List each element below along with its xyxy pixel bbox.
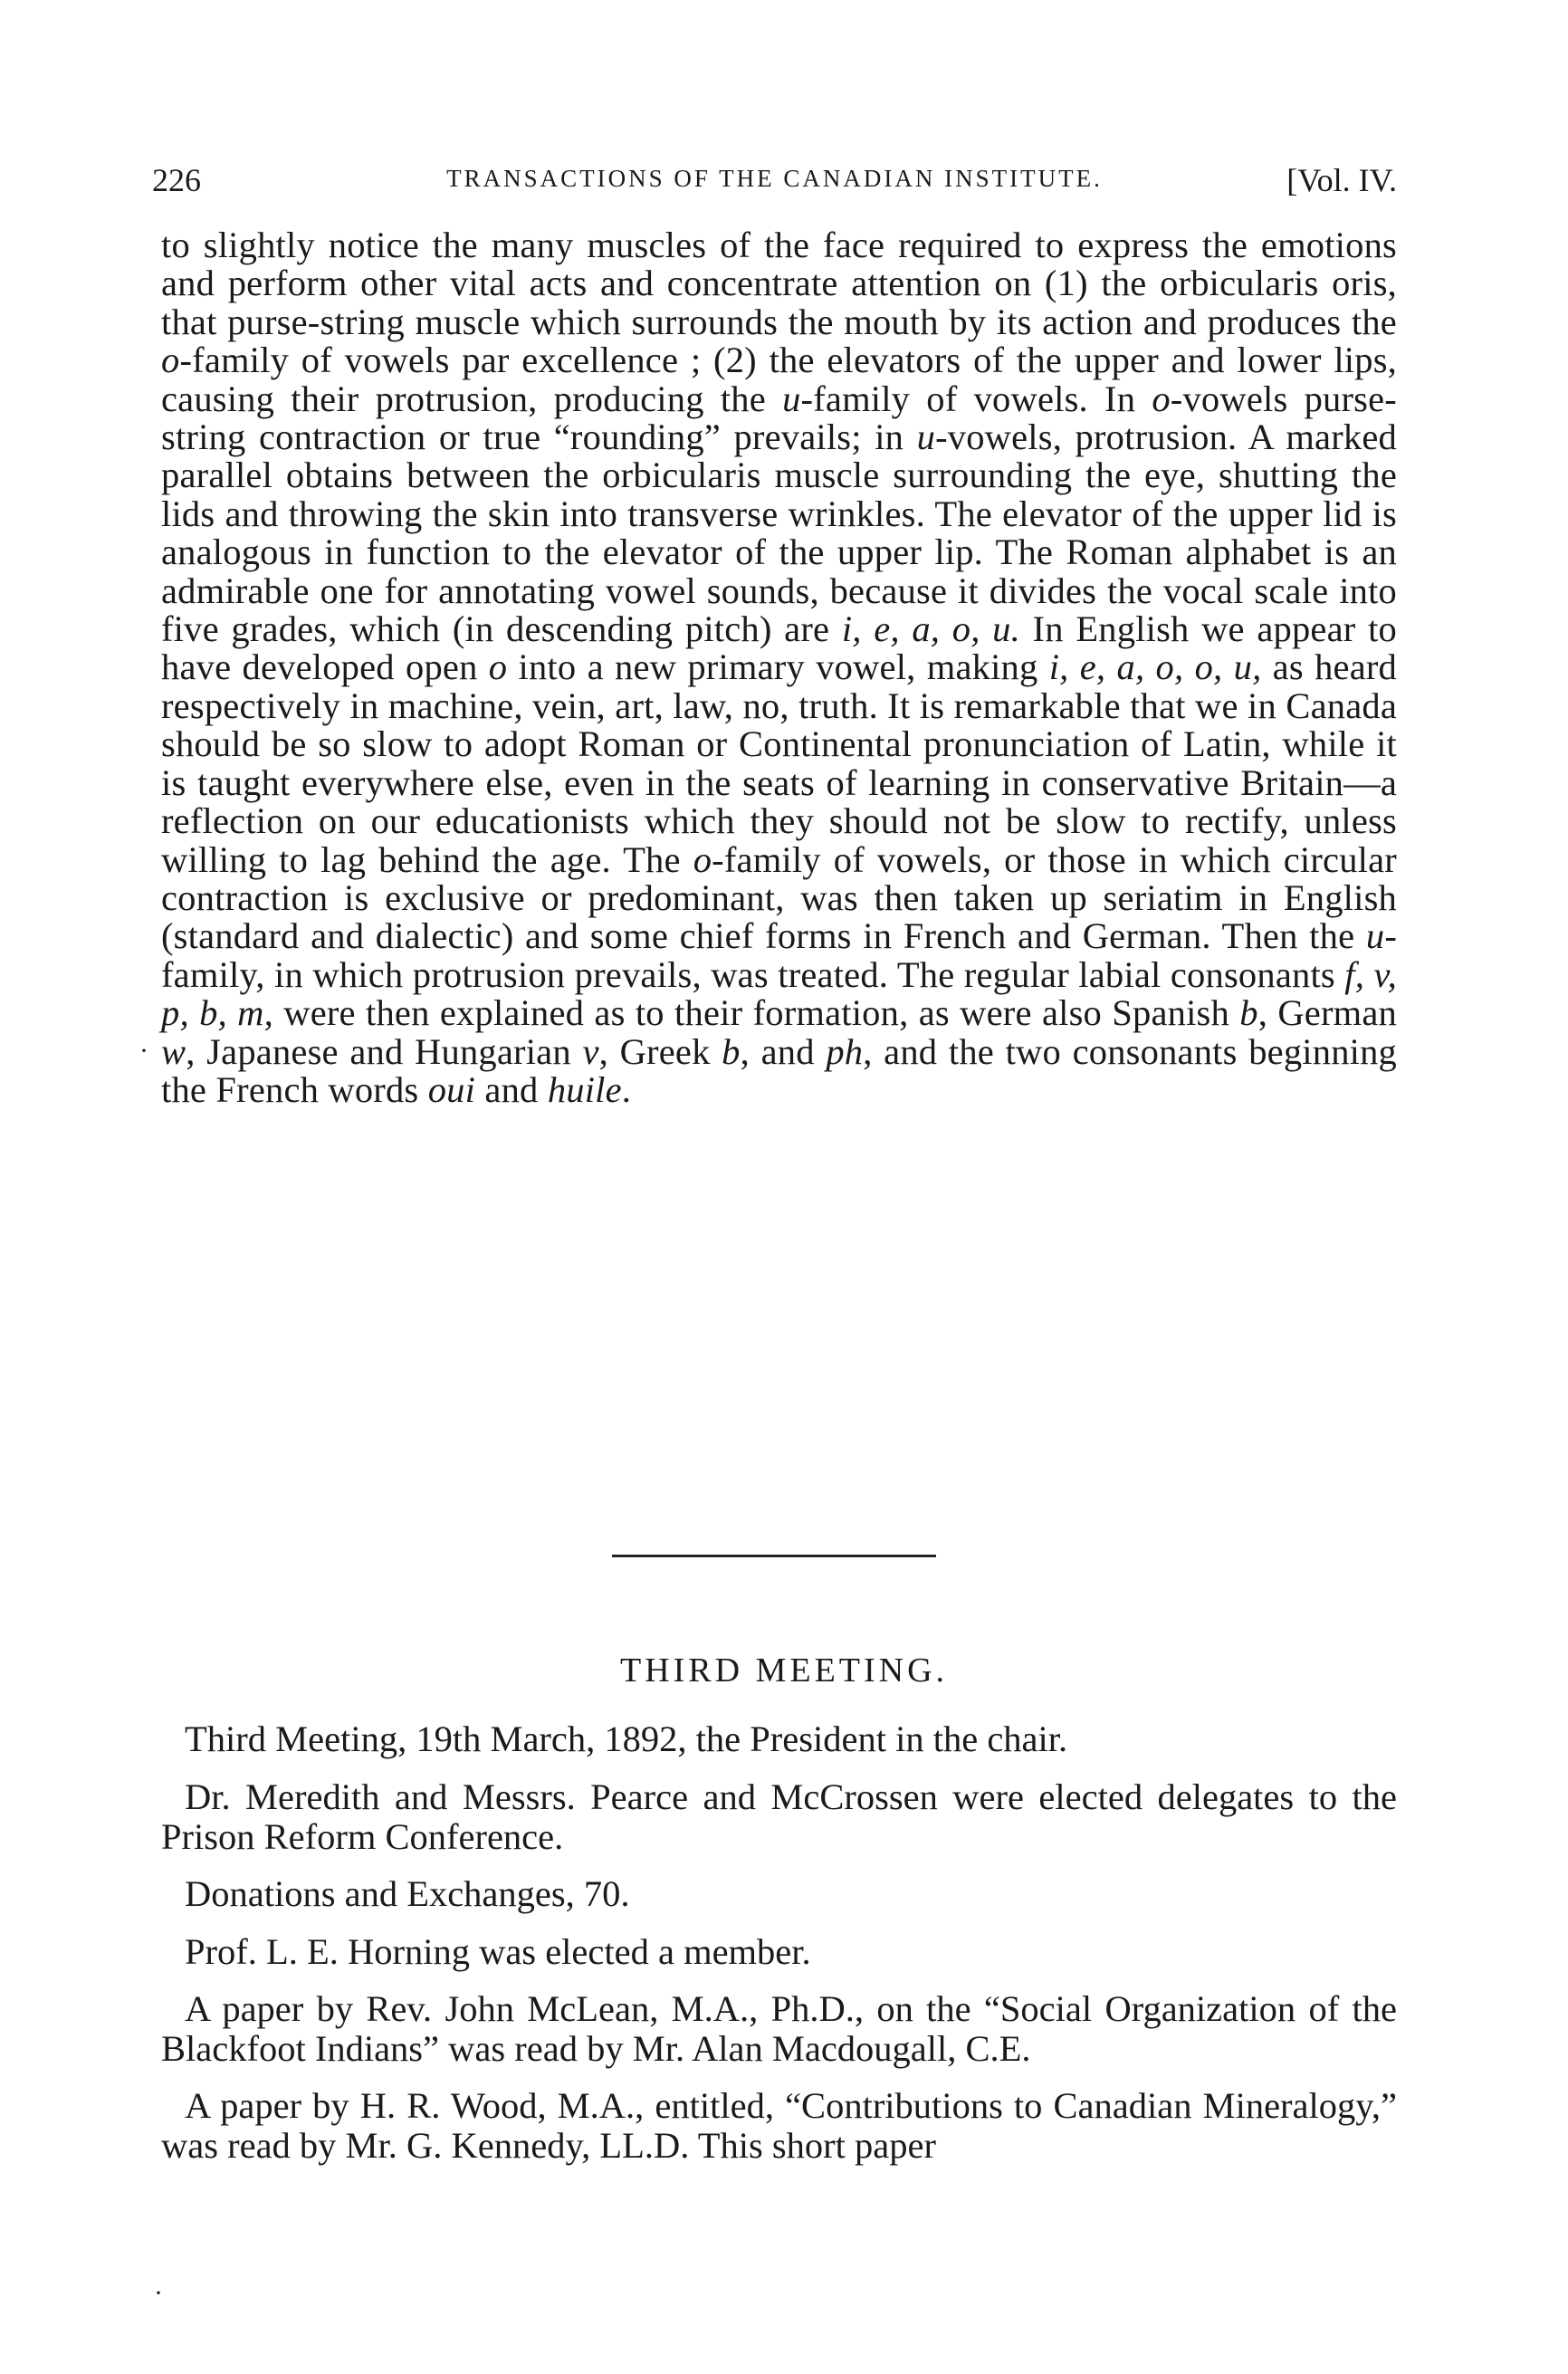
italic-run: o xyxy=(488,646,508,688)
text-run: -family of vowels par excellence ; (2) the elevators of the upper and lower lips, causing their protrusion, producing the xyxy=(161,340,1397,419)
italic-run: b xyxy=(722,1030,741,1072)
italic-run: oui xyxy=(427,1068,476,1110)
italic-run: b xyxy=(1239,992,1258,1034)
italic-run: u xyxy=(1365,915,1385,957)
italic-run: i, e, a, o, u. xyxy=(841,608,1020,650)
text-run: , and xyxy=(740,1030,827,1072)
section-divider xyxy=(612,1555,936,1557)
text-run: , Greek xyxy=(598,1030,722,1072)
minute-entry: A paper by Rev. John McLean, M.A., Ph.D., on the “Social Organization of the Blackfoot Indians” was read by Mr. Alan Macdougall, C.E. xyxy=(161,1988,1397,2069)
italic-run: f, v, p, b, m, xyxy=(161,953,1397,1034)
italic-run: ph xyxy=(826,1030,864,1072)
text-run: -family of vowels. In xyxy=(800,378,1152,419)
minute-entry: Prof. L. E. Horning was elected a member. xyxy=(185,1931,811,1972)
italic-run: v xyxy=(582,1030,599,1072)
text-run: and xyxy=(475,1068,548,1110)
italic-run: u xyxy=(782,378,801,419)
text-run: . xyxy=(621,1068,632,1110)
margin-dot: · xyxy=(154,2278,163,2308)
minute-entry: Third Meeting, 19th March, 1892, the President in the chair. xyxy=(185,1718,1068,1759)
text-run: as heard respectively in machine, vein, art, law, no, truth. It is remarkable that we in Canada should be so slow to adopt Roman or Continental pronunciation of Latin, while it is taught everywhere else, even in the seats of learning in conservative Britain—a reflection on our educationists which they should not be slow to rectify, unless willing to lag behind the age. The xyxy=(161,646,1398,880)
italic-run: huile xyxy=(547,1068,622,1110)
running-head xyxy=(152,161,1397,206)
minute-entry: Donations and Exchanges, 70. xyxy=(185,1873,630,1914)
italic-run: o xyxy=(1152,378,1171,419)
text-run: , German xyxy=(1257,992,1397,1034)
volume-label: [Vol. IV. xyxy=(1286,162,1397,198)
italic-run: i, e, a, o, o, u, xyxy=(1048,646,1262,688)
text-run: -family, in which protrusion prevails, was treated. The regular labial consonants xyxy=(161,915,1397,995)
italic-run: u xyxy=(916,416,936,458)
text-run: In English we appear to have developed open xyxy=(161,608,1397,688)
section-heading: THIRD MEETING. xyxy=(619,1651,949,1690)
text-run: -vowels, protrusion. A marked parallel obtains between the orbicularis muscle surrounding the eye, shutting the lids and throwing the skin into transverse wrinkles. The elevator of the upper lid is analogous in function to the elevator of the upper lip. The Roman alphabet is an admirable one for annotating vowel sounds, because it divides the vocal scale into five grades, which (in descending pitch) are xyxy=(161,416,1397,650)
text-run: into a new primary vowel, making xyxy=(507,646,1049,688)
margin-dot: · xyxy=(139,1036,148,1066)
text-run: -family of vowels, or those in which circular contraction is exclusive or predominant, was then taken up seriatim in English (standard and dialectic) and some chief forms in French and German. Then the xyxy=(161,838,1397,957)
text-run: , and the two consonants beginning the French words xyxy=(161,1030,1397,1110)
italic-run: w xyxy=(161,1030,186,1072)
text-run: , Japanese and Hungarian xyxy=(186,1030,583,1072)
journal-title: TRANSACTIONS OF THE CANADIAN INSTITUTE. xyxy=(446,165,1103,192)
text-run: were then explained as to their formation, as were also Spanish xyxy=(272,992,1240,1034)
body-paragraph xyxy=(161,226,1397,1109)
minute-entry: A paper by H. R. Wood, M.A., entitled, “Contributions to Canadian Mineralogy,” was read by Mr. G. Kennedy, LL.D. This short paper xyxy=(161,2085,1397,2166)
page-number: 226 xyxy=(152,162,201,198)
italic-run: o xyxy=(161,340,180,381)
text-run: -vowels purse-string contraction or true “rounding” prevails; in xyxy=(161,378,1397,458)
minute-entry: Dr. Meredith and Messrs. Pearce and McCrossen were elected delegates to the Prison Reform Conference. xyxy=(161,1776,1397,1857)
text-run: to slightly notice the many muscles of the face required to express the emotions and perform other vital acts and concentrate attention on (1) the orbicularis oris, that purse-string muscle which surrounds the mouth by its action and produces the xyxy=(161,225,1397,342)
italic-run: o xyxy=(693,838,712,880)
